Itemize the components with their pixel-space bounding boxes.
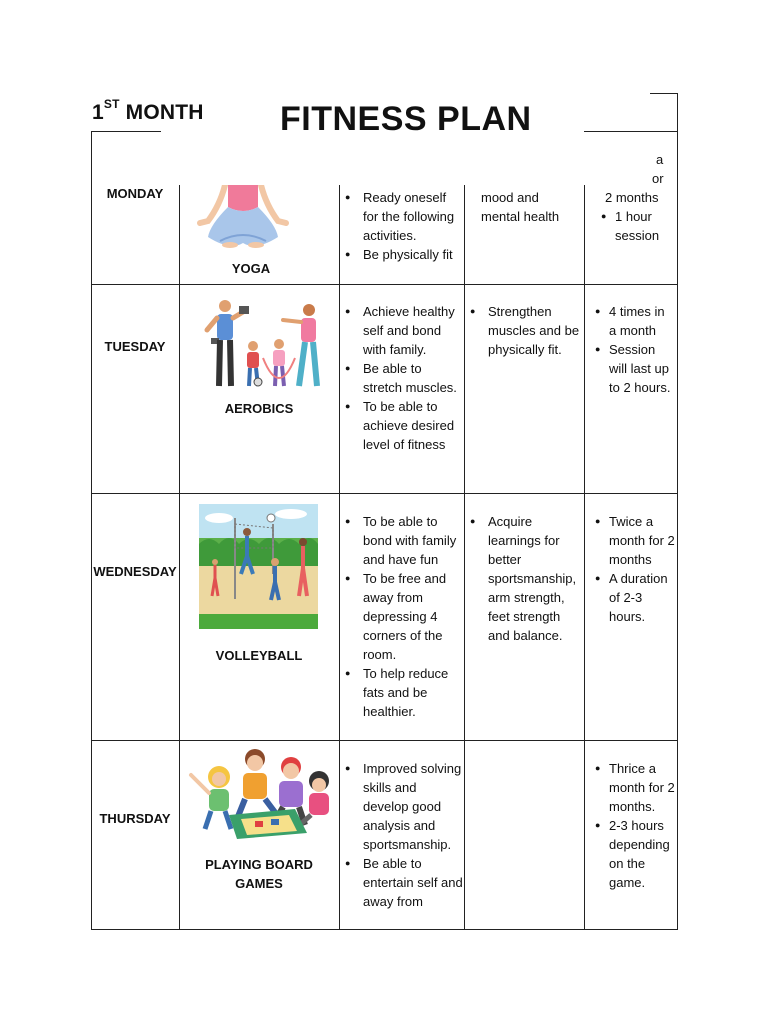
objectives-tuesday (341, 302, 463, 454)
month-word: MONTH (125, 101, 204, 124)
list-item: ● Ready oneself for the following activities. (341, 188, 463, 245)
objectives-wednesday (341, 512, 463, 721)
benefits-monday-partial (481, 188, 581, 226)
row-divider-2 (91, 493, 678, 494)
frequency-text: 2 months (605, 190, 659, 205)
list-item: ● Strengthen muscles and be physically fit. (466, 302, 582, 359)
table-top-left-border (91, 131, 161, 132)
activity-line-2: GAMES (235, 876, 283, 891)
activity-volleyball: VOLLEYBALL (215, 648, 303, 663)
list-item: ● To be able to bond with family and have fun (341, 512, 463, 569)
frequency-partial-mid: or (652, 171, 664, 186)
list-item: ● Achieve healthy self and bond with family. (341, 302, 463, 359)
page-title: FITNESS PLAN (280, 100, 532, 138)
month-label (92, 97, 204, 125)
list-item: ● Be able to stretch muscles. (341, 359, 463, 397)
activity-line-1: PLAYING BOARD (205, 857, 313, 872)
list-item: ● 2-3 hours depending on the game. (599, 816, 675, 892)
list-item: ● 4 times in a month (599, 302, 675, 340)
row-divider-1 (91, 284, 678, 285)
day-monday: MONDAY (106, 186, 164, 201)
activity-yoga: YOGA (231, 261, 271, 276)
activity-aerobics: AEROBICS (224, 401, 294, 416)
frequency-partial-top: a (656, 152, 664, 167)
list-item: ● Be physically fit (341, 245, 463, 264)
col-divider-4 (584, 185, 585, 930)
col-divider-1 (179, 185, 180, 930)
yoga-illustration (190, 185, 296, 255)
list-item: ● 1 hour session (605, 207, 675, 245)
frequency-thursday (599, 759, 675, 892)
frequency-monday (605, 188, 675, 245)
list-item: ● Session will last up to 2 hours. (599, 340, 675, 397)
table-right-border (677, 131, 678, 930)
benefits-wednesday (466, 512, 582, 645)
day-thursday: THURSDAY (99, 811, 171, 826)
list-item: ● Thrice a month for 2 months. (599, 759, 675, 816)
objectives-monday (341, 188, 463, 264)
list-item: ● Acquire learnings for better sportsmanship, arm strength, feet strength and balance. (466, 512, 582, 645)
col-divider-2 (339, 185, 340, 930)
col-divider-3 (464, 185, 465, 930)
header-box-top (650, 93, 678, 94)
benefits-tuesday (466, 302, 582, 359)
frequency-tuesday (599, 302, 675, 397)
month-ordinal: ST (103, 97, 120, 111)
objectives-thursday (341, 759, 463, 911)
list-item: ● To help reduce fats and be healthier. (341, 664, 463, 721)
benefits-text: mood and mental health (481, 190, 560, 224)
day-wednesday: WEDNESDAY (93, 564, 177, 579)
row-divider-3 (91, 740, 678, 741)
frequency-wednesday (599, 512, 675, 626)
list-item: ● To be able to achieve desired level of fitness (341, 397, 463, 454)
list-item: ● Be able to entertain self and away from (341, 854, 463, 911)
board-games-illustration (185, 745, 335, 845)
volleyball-illustration (199, 504, 318, 634)
header-box-right (677, 93, 678, 131)
aerobics-illustration (203, 298, 323, 395)
table-top-right-border (584, 131, 677, 132)
list-item: ● Improved solving skills and develop good analysis and sportsmanship. (341, 759, 463, 854)
list-item: ● To be free and away from depressing 4 corners of the room. (341, 569, 463, 664)
day-tuesday: TUESDAY (104, 339, 166, 354)
list-item: ● Twice a month for 2 months (599, 512, 675, 569)
month-number: 1 (92, 101, 104, 124)
list-item: ● A duration of 2-3 hours. (599, 569, 675, 626)
activity-playing-board-games (179, 855, 339, 893)
